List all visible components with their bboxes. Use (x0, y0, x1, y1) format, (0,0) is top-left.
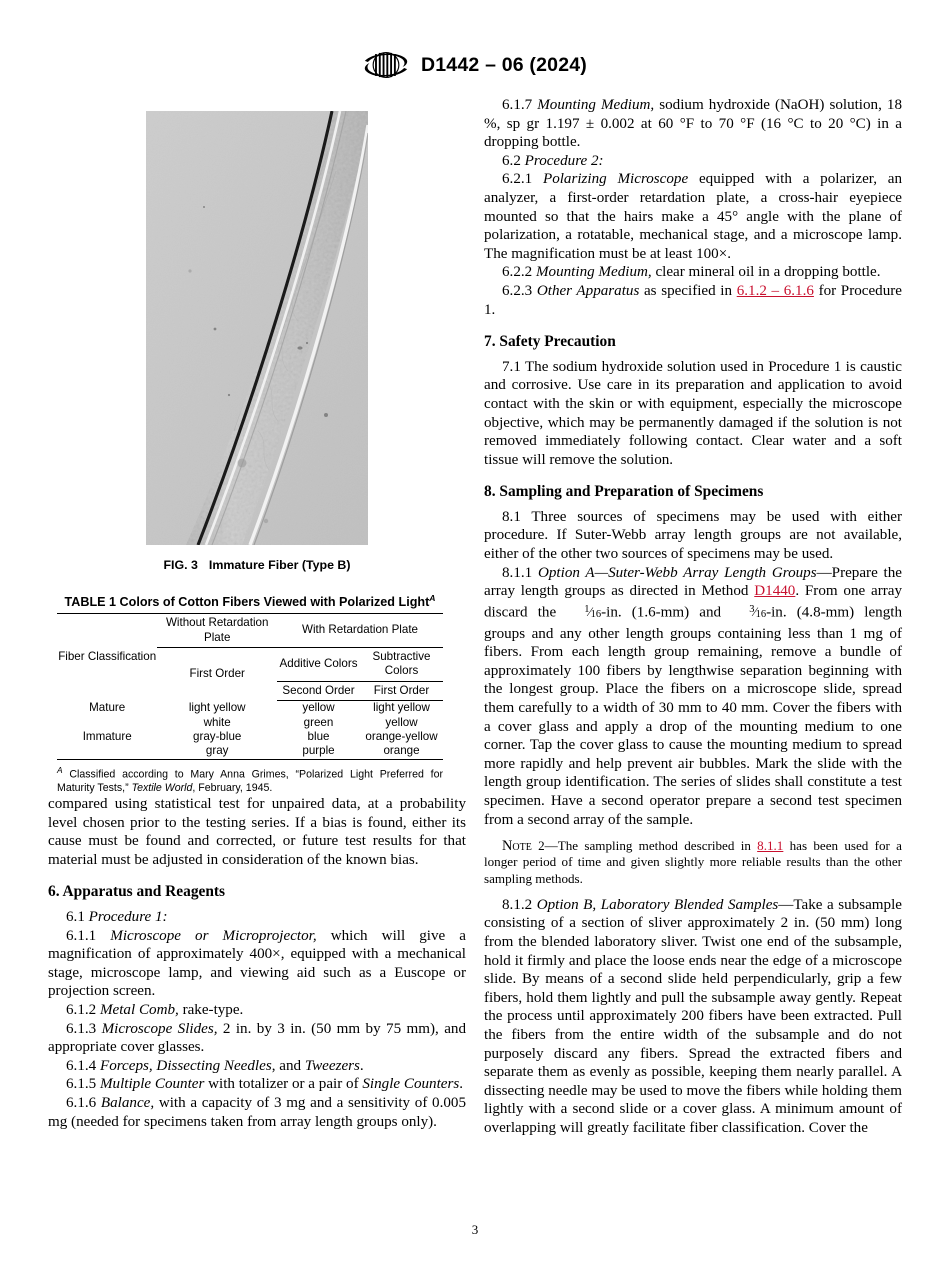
fraction-slash: ⁄ (589, 605, 592, 620)
fraction-numerator: 3 (749, 603, 755, 615)
left-column-text (48, 795, 466, 1131)
cell-additive-second-order: purple (277, 744, 360, 759)
clause-number: 8.1 (502, 508, 521, 525)
section-8-heading: 8. Sampling and Preparation of Specimens (484, 483, 764, 501)
cell-additive-second-order: green (303, 715, 334, 729)
cell-classification (57, 716, 157, 730)
cell-classification (57, 744, 157, 759)
cross-reference-6-1-2-6-1-6[interactable]: 6.1.2 – 6.1.6 (736, 282, 814, 299)
table-1-block (57, 591, 443, 795)
table-footnote-text-2: , February, 1945. (192, 781, 273, 794)
clause-number: 6.2.2 (502, 264, 533, 281)
clause-text: which will give a magnification of approximately 400×, equipped with a mechanical stage, microscope lamp, and viewing aid such as a Euscope or projection screen. (48, 927, 466, 1000)
document-designation: D1442 – 06 (2024) (420, 53, 588, 76)
clause-title: Mounting Medium, (535, 264, 652, 281)
cell-subtractive-first-order: orange-yellow (365, 730, 438, 744)
clause-title: Microscope or Microprojector, (110, 927, 317, 944)
table-footnote-text-1: Classified according to Mary Anna Grimes, “Polarized Light Preferred for Maturity Tests,” (57, 768, 443, 794)
clause-text-end: . (359, 1057, 364, 1074)
clause-title: Option A—Suter-Webb Array Length Groups (537, 564, 817, 581)
clause-text: equipped with a polarizer, an analyzer, a first-order retardation plate, a cross-hair eyepiece mounted so that the hairs make a 45° angle with the plane of polarization, a rotatable, mechanical stage, and a microscope lamp. The magnification must be at least 100×. (484, 171, 902, 262)
table-title-text: TABLE 1 Colors of Cotton Fibers Viewed with Polarized Light (64, 595, 430, 610)
fraction-three-sixteenths (731, 601, 766, 625)
table-header (57, 614, 443, 701)
note-text-a: 2—The sampling method described in (531, 838, 758, 854)
clause-text-mid: with totalizer or a pair of (204, 1076, 363, 1093)
table-row (57, 730, 443, 744)
paragraph-6-2-2 (484, 263, 902, 282)
paragraph-6-1-6 (48, 1094, 466, 1131)
clause-title: Procedure 2: (524, 152, 604, 169)
cell-additive-second-order: blue (307, 730, 330, 744)
clause-title-b: Single Counters (362, 1076, 460, 1093)
clause-number: 7.1 (502, 358, 521, 375)
header-subtractive-colors: Subtractive Colors (360, 648, 443, 682)
section-7-heading: 7. Safety Precaution (484, 333, 616, 351)
clause-text-mid: , and (271, 1057, 305, 1074)
paragraph-8-1-1 (484, 564, 902, 830)
paragraph-7-1 (484, 358, 902, 470)
clause-title: Other Apparatus (536, 282, 640, 299)
clause-title-a: Forceps, Dissecting Needles (99, 1057, 272, 1074)
table-title (57, 591, 443, 610)
fraction-denominator: 16 (590, 609, 602, 621)
clause-number: 8.1.2 (502, 896, 533, 913)
fraction-slash: ⁄ (753, 605, 757, 620)
fraction-one-sixteenth (566, 601, 601, 625)
note-text-b: has been used for a longer period of time and given slightly more reliable results than the other sampling methods. (484, 838, 902, 886)
clause-text: with a capacity of 3 mg and a sensitivity of 0.005 mg (needed for specimens taken from array length groups only). (48, 1094, 467, 1130)
paragraph-6-2-3 (484, 282, 902, 319)
clause-title: Procedure 1: (88, 908, 168, 925)
table-body (57, 701, 443, 760)
paragraph-6-1-2 (48, 1001, 466, 1020)
clause-title-a: Multiple Counter (99, 1076, 205, 1093)
note-spacer-bottom (484, 887, 902, 896)
clause-number: 6.1.7 (502, 97, 533, 113)
paragraph-8-1 (484, 508, 902, 564)
paragraph-6-1-4 (48, 1057, 466, 1076)
clause-text-b: . From one array discard the (484, 583, 902, 621)
note-label: Note (502, 838, 532, 855)
clause-text: clear mineral oil in a dropping bottle. (651, 264, 881, 281)
clause-text: Three sources of specimens may be used with either procedure. If Suter-Webb array length groups are not available, either of the other two sources of specimens may be used. (484, 508, 902, 563)
clause-number: 6.1.3 (66, 1020, 97, 1037)
figure-caption (48, 558, 466, 572)
note-2 (484, 838, 902, 887)
clause-number: 8.1.1 (502, 564, 533, 581)
header-first-order: First Order (189, 667, 245, 681)
clause-text-d: -in. (4.8-mm) length groups and any other length groups containing less than 1 mg of fibers. From each length group remaining, remove a bundle of approximately 100 fibers by lengthwise separation beginning with the longest group. Place the fibers on a microscope slide, spread them carefully to a width of 30 mm to 40 mm. Cover the fibers with a cover glass and apply a drop of the mounting medium to one corner. Tap the cover glass to cause the mounting medium to spread more rapidly and help prevent air bubbles. Mark the slide with the length group identification. The series of slides shall constitute a test specimen. Have a second operator prepare a second test specimen from a second array of the sample. (484, 604, 902, 828)
paragraph-6-1-7 (484, 96, 902, 152)
header-fiber-classification-label: Fiber Classification (58, 650, 157, 664)
clause-text-end: . (459, 1076, 464, 1093)
clause-number: 6.2.3 (502, 282, 533, 299)
table-header-row-group (57, 614, 443, 648)
clause-text-mid: as specified in (639, 282, 737, 299)
clause-text: —Take a subsample consisting of a section of sliver approximately 2 in. (50 mm) long from the blended laboratory sliver. Twist one end of the subsample, hold it firmly and place the loose ends near the edge of a microscope slide. By means of a second slide held perpendicularly, grip a few fibers, hold them lightly and pull the subsample away gently. Repeat the process until approximately 200 fibers have been extracted. Pull the fibers from the entire width of the subsample and do not purposely discard any fibers. Spread the extracted fibers and separate them as evenly as possible, keeping them nearly parallel. A dissecting needle may be used to move the fibers while holding them lightly with a second slide or a cover glass. A minimum amount of overlapping will greatly facilitate fiber classification. Cover the (484, 896, 902, 1136)
fraction-denominator: 16 (755, 609, 767, 621)
clause-text: rake-type. (178, 1001, 244, 1018)
cell-classification: Mature (89, 700, 126, 714)
figure-caption-text: Immature Fiber (Type B) (208, 558, 351, 572)
fiber-micrograph-graphic (146, 111, 368, 545)
cell-additive-second-order: yellow (302, 701, 335, 715)
micrograph-image (146, 111, 368, 545)
clause-number: 6.1.5 (66, 1076, 97, 1093)
cell-without-first-order: light yellow (188, 700, 246, 714)
table-title-footnote-marker: A (429, 593, 436, 603)
figure-caption-label: FIG. 3 (163, 558, 198, 572)
table-footnote-journal: Textile World (131, 781, 193, 794)
clause-number: 6.1.2 (66, 1001, 97, 1018)
header-additive-colors: Additive Colors (277, 648, 360, 682)
astm-logo (363, 48, 409, 82)
paragraph-6-2 (484, 152, 902, 171)
clause-number: 6.1.4 (66, 1057, 97, 1074)
clause-title: Metal Comb, (99, 1001, 179, 1018)
clause-title: Balance, (100, 1094, 155, 1111)
clause-number: 6.1.1 (66, 927, 97, 944)
cell-without-first-order: gray-blue (193, 730, 242, 744)
fraction-numerator: 1 (584, 603, 590, 615)
table-row (57, 701, 443, 716)
clause-text: The sodium hydroxide solution used in Procedure 1 is caustic and corrosive. Use care in its preparation and application to avoid contact with the skin or with equipment, especially the microscope objective, which may be permanently damaged if the solution is not removed immediately following contact. Clear water and a soft tissue will remove the solution. (484, 358, 902, 468)
header-fiber-classification (57, 614, 157, 701)
right-column-text (484, 96, 902, 1138)
clause-text-a: —Prepare the array length groups as directed in Method (484, 564, 902, 600)
cell-without-first-order: gray (157, 744, 277, 759)
paragraph-6-1-1 (48, 927, 466, 1001)
paragraph-6-1-3 (48, 1020, 466, 1057)
cell-subtractive-first-order: yellow (385, 715, 418, 729)
clause-title: Mounting Medium, (537, 97, 655, 113)
header-first-order-2: First Order (360, 681, 443, 700)
clause-text: 2 in. by 3 in. (50 mm by 75 mm), and appropriate cover glasses. (48, 1020, 466, 1056)
section-6-heading: 6. Apparatus and Reagents (48, 883, 226, 901)
cell-without-first-order: white (203, 715, 231, 729)
figure-block (48, 96, 466, 572)
clause-text-c: -in. (1.6-mm) and (601, 604, 732, 621)
note-spacer (484, 829, 902, 838)
clause-text: sodium hydroxide (NaOH) solution, 18 %, sp gr 1.197 ± 0.002 at 60 °F to 70 °F (16 °C to 20 °C) in a dropping bottle. (484, 97, 902, 151)
cell-classification: Immature (82, 730, 132, 744)
clause-number: 6.1.6 (66, 1094, 97, 1111)
paragraph-8-1-2 (484, 896, 902, 1138)
clause-title: Option B, Laboratory Blended Samples (536, 896, 779, 913)
paragraph-6-2-1 (484, 170, 902, 263)
header-with-retardation-plate: With Retardation Plate (277, 614, 443, 648)
paragraph-6-1 (48, 908, 466, 927)
cell-subtractive-first-order: light yellow (373, 701, 430, 715)
table-row (57, 744, 443, 759)
table-row (57, 716, 443, 730)
table-1 (57, 613, 443, 760)
table-footnote-marker: A (57, 764, 63, 775)
clause-number: 6.2.1 (502, 171, 533, 188)
clause-number: 6.1 (66, 908, 85, 925)
cross-reference-d1440[interactable]: D1440 (754, 583, 796, 600)
clause-number: 6.2 (502, 152, 521, 169)
cell-subtractive-first-order: orange (360, 744, 443, 759)
clause-title-b: Tweezers (304, 1057, 360, 1074)
paragraph-continued: compared using statistical test for unpaired data, at a probability level chosen prior to the testing series. If a bias is found, either its cause must be found and corrected, or future test results for that material must be adjusted in consideration of the known bias. (48, 796, 466, 868)
table-footnote (57, 764, 443, 795)
clause-title: Polarizing Microscope (542, 171, 689, 188)
paragraph-6-1-5 (48, 1075, 466, 1094)
page-header (0, 48, 950, 82)
cross-reference-8-1-1[interactable]: 8.1.1 (757, 838, 784, 854)
clause-title: Microscope Slides, (101, 1020, 218, 1037)
header-second-order: Second Order (277, 681, 360, 700)
header-without-retardation-plate: Without Retardation Plate (157, 614, 277, 648)
clause-text-end: for Procedure 1. (484, 282, 902, 318)
page-number: 3 (471, 1222, 479, 1237)
